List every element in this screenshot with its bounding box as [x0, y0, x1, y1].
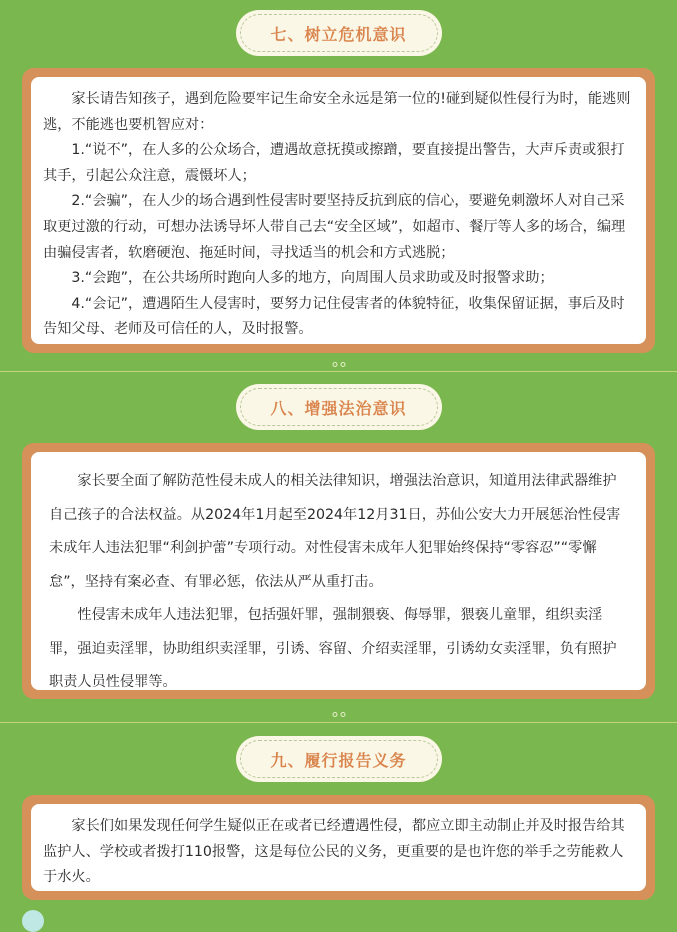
paragraph: 家长要全面了解防范性侵未成人的相关法律知识，增强法治意识，知道用法律武器维护自己孩子的合法权益。从2024年1月起至2024年12月31日，苏仙公安大力开展惩治性侵害未成年人违法犯罪“利剑护蕾”专项行动。对性侵害未成年人犯罪始终保持“零容忍”“零懈怠”，坚持有案必查、有罪必惩，依法从严从重打击。 — [49, 473, 621, 590]
paragraph: 性侵害未成年人违法犯罪，包括强奸罪，强制猥亵、侮辱罪，猥亵儿童罪，组织卖淫罪，强迫卖淫罪，协助组织卖淫罪，引诱、容留、介绍卖淫罪，引诱幼女卖淫罪，负有照护职责人员性侵罪等。 — [49, 607, 617, 690]
content-card-9 — [22, 795, 655, 900]
paragraph: 家长请告知孩子，遇到危险要牢记生命安全永远是第一位的!碰到疑似性侵行为时，能逃则逃，不能逃也要机智应对： — [43, 91, 631, 133]
card-body — [31, 804, 646, 891]
paragraph: 1.“说不”，在人多的公众场合，遭遇故意抚摸或擦蹭，要直接提出警告，大声斥责或狠打其手，引起公众注意，震慑坏人； — [43, 142, 625, 184]
decorative-dots — [332, 362, 345, 367]
section-title-text: 八、增强法治意识 — [270, 398, 407, 418]
paragraph: 4.“会记”，遭遇陌生人侵害时，要努力记住侵害者的体貌特征，收集保留证据，事后及时告知父母、老师及可信任的人，及时报警。 — [43, 295, 625, 338]
section-divider — [0, 722, 677, 723]
content-card-7 — [22, 68, 655, 353]
section-title-8 — [236, 384, 442, 430]
section-title-7 — [236, 10, 442, 56]
card-body — [31, 452, 646, 690]
content-card-8 — [22, 443, 655, 699]
section-title-text: 七、树立危机意识 — [270, 24, 407, 44]
section-title-text: 九、履行报告义务 — [270, 750, 407, 770]
paragraph: 3.“会跑”，在公共场所时跑向人多的地方，向周围人员求助或及时报警求助； — [71, 270, 554, 287]
paragraph: 2.“会骗”，在人少的场合遇到性侵害时要坚持反抗到底的信心，要避免刺激坏人对自己采取更过激的行动，可想办法诱导坏人带自己去“安全区域”，如超市、餐厅等人多的场合，编理由骗侵害者，软磨硬泡、拖延时间，寻找适当的机会和方式逃脱； — [43, 193, 626, 261]
card-body — [31, 77, 646, 344]
decorative-dots — [332, 712, 345, 717]
section-title-9 — [236, 736, 442, 782]
corner-decoration — [22, 910, 44, 932]
section-divider — [0, 371, 677, 372]
paragraph: 家长们如果发现任何学生疑似正在或者已经遭遇性侵，都应立即主动制止并及时报告给其监护人、学校或者拨打110报警，这是每位公民的义务，更重要的是也许您的举手之劳能救人于水火。 — [43, 818, 625, 886]
